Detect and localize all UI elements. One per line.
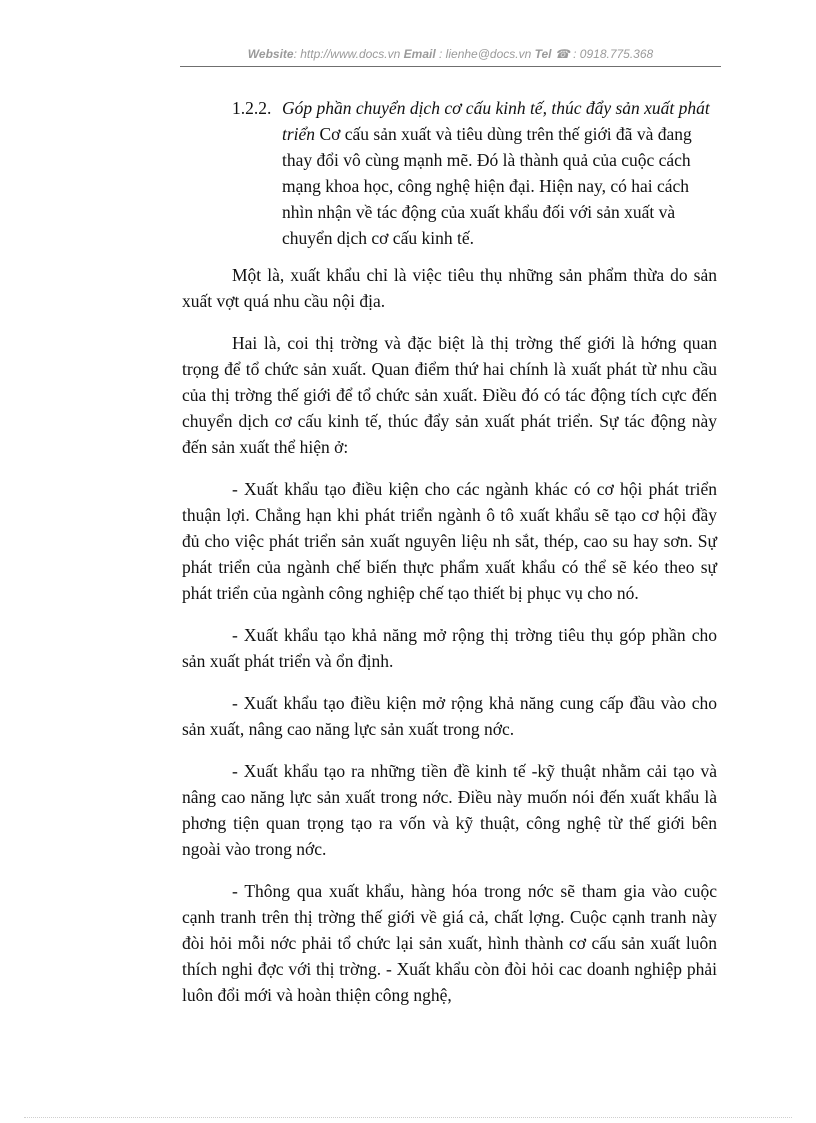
section-heading-body	[282, 95, 722, 251]
section-intro-text: Cơ cấu sản xuất và tiêu dùng trên thế giới đã và đang thay đổi vô cùng mạnh mẽ. Đó là thành quả của cuộc cách mạng khoa học, công nghệ hiện đại. Hiện nay, có hai cách nhìn nhận về tác động của xuất khẩu đối với sản xuất và chuyển dịch cơ cấu kinh tế.	[282, 124, 692, 248]
paragraph-5: - Xuất khẩu tạo điều kiện mở rộng khả năng cung cấp đầu vào cho sản xuất, nâng cao năng lực sản xuất trong nớc.	[182, 693, 717, 739]
website-url[interactable]: : http://www.docs.vn	[293, 47, 401, 61]
paragraph-6: - Xuất khẩu tạo ra những tiền đề kinh tế -kỹ thuật nhằm cải tạo và nâng cao năng lực sản xuất trong nớc. Điều này muốn nói đến xuất khẩu là phơng tiện quan trọng tạo ra vốn và kỹ thuật, công nghệ từ thế giới bên ngoài vào trong nớc.	[182, 761, 717, 859]
paragraph-1: Một là, xuất khẩu chỉ là việc tiêu thụ những sản phẩm thừa do sản xuất vợt quá nhu cầu nội địa.	[182, 265, 717, 311]
section-title: Góp phần chuyển dịch cơ cấu kinh tế, thúc đẩy sản xuất phát triển	[282, 98, 710, 144]
header-divider	[180, 66, 721, 67]
website-label: Website	[247, 47, 294, 61]
paragraph-3: - Xuất khẩu tạo điều kiện cho các ngành khác có cơ hội phát triển thuận lợi. Chẳng hạn khi phát triển ngành ô tô xuất khẩu sẽ tạo cơ hội đầy đủ cho việc phát triển sản xuất nguyên liệu nh sắt, thép, cao su hay sơn. Sự phát triển của ngành chế biến thực phẩm xuất khẩu có thể sẽ kéo theo sự phát triển của ngành công nghiệp chế tạo thiết bị phục vụ cho nó.	[182, 479, 717, 603]
email-address[interactable]: : lienhe@docs.vn	[439, 47, 532, 61]
paragraph-7: - Thông qua xuất khẩu, hàng hóa trong nớc sẽ tham gia vào cuộc cạnh tranh trên thị trờng thế giới về giá cả, chất lợng. Cuộc cạnh tranh này đòi hỏi mỗi nớc phải tổ chức lại sản xuất, hình thành cơ cấu sản xuất luôn thích nghi đợc với thị trờng. - Xuất khẩu còn đòi hỏi cac doanh nghiệp phải luôn đổi mới và hoàn thiện công nghệ,	[182, 881, 717, 1005]
tel-number: ☎ : 0918.775.368	[554, 47, 654, 61]
document-body	[182, 262, 717, 1024]
paragraph-4: - Xuất khẩu tạo khả năng mở rộng thị trờng tiêu thụ góp phần cho sản xuất phát triển và ổn định.	[182, 625, 717, 671]
page-header	[180, 47, 721, 65]
tel-label: Tel	[534, 47, 552, 61]
section-number: 1.2.2.	[232, 98, 272, 118]
section-heading	[232, 95, 722, 251]
page-bottom-border	[24, 1117, 792, 1118]
paragraph-2: Hai là, coi thị trờng và đặc biệt là thị trờng thế giới là hớng quan trọng để tổ chức sản xuất. Quan điểm thứ hai chính là xuất phát từ nhu cầu của thị trờng thế giới để tổ chức sản xuất. Điều đó có tác động tích cực đến chuyển dịch cơ cấu kinh tế, thúc đẩy sản xuất phát triển. Sự tác động này đến sản xuất thể hiện ở:	[182, 333, 717, 457]
email-label: Email	[403, 47, 436, 61]
